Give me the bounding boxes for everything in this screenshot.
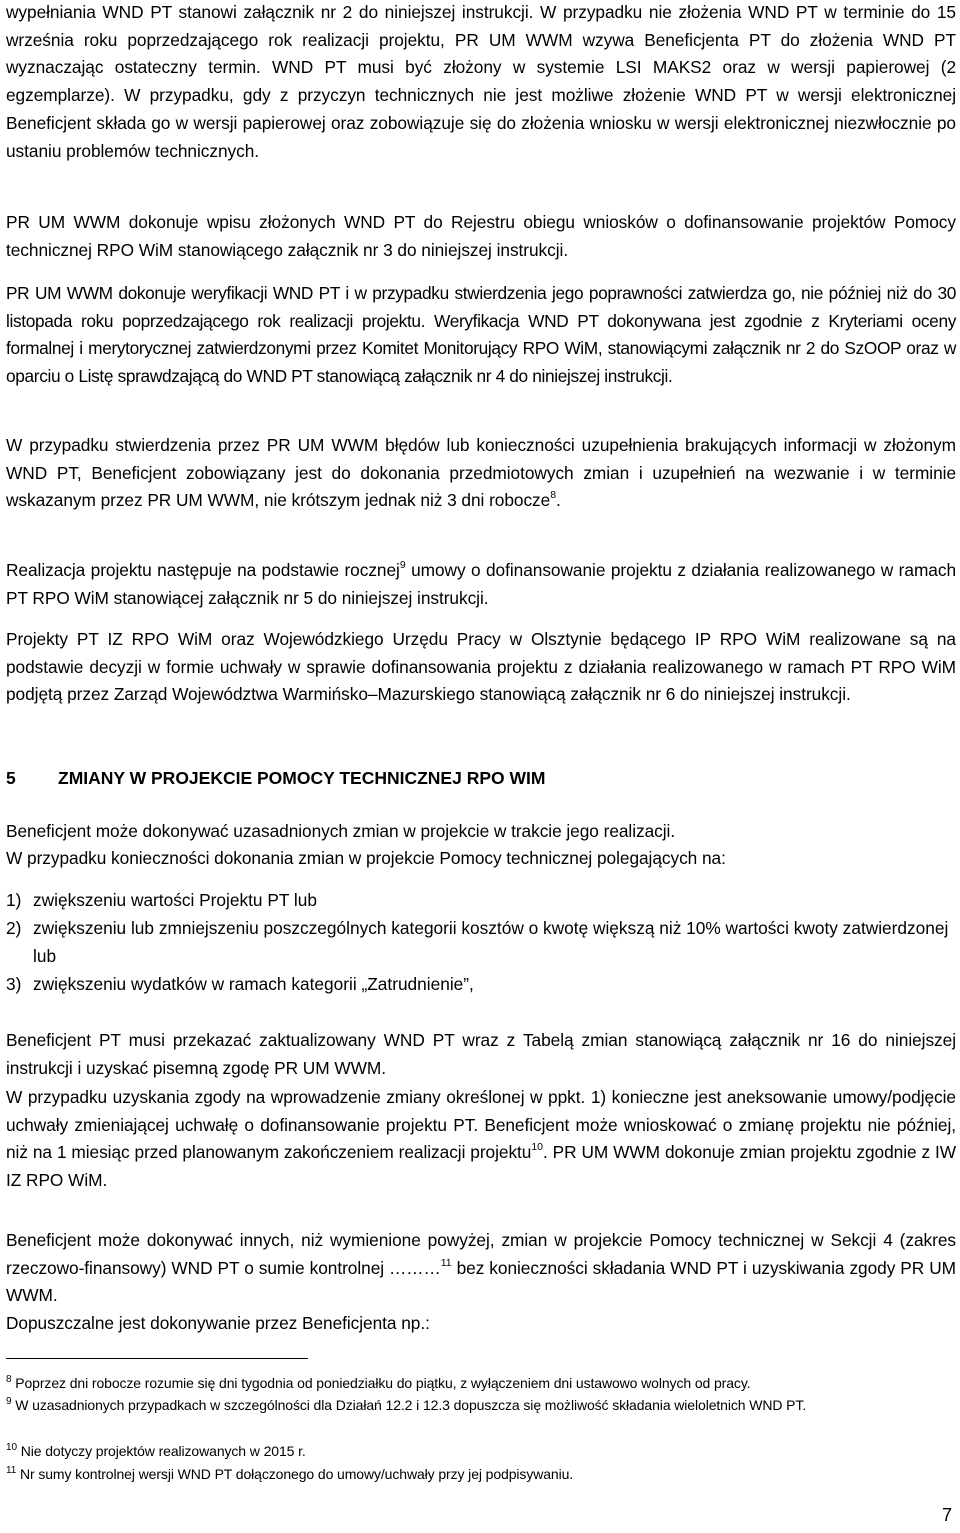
paragraph-other-changes — [6, 1227, 956, 1310]
paragraph-changes-allowed: Beneficjent może dokonywać uzasadnionych zmian w projekcie w trakcie jego realizacji. — [6, 821, 676, 841]
footnote — [6, 1374, 951, 1393]
paragraph-annual-agreement-text: Realizacja projektu następuje na podstawie rocznej — [6, 560, 400, 580]
footnote-number: 11 — [6, 1465, 17, 1476]
list-item-text: zwiększeniu wydatków w ramach kategorii „Zatrudnienie”, — [33, 974, 474, 994]
section-heading — [6, 765, 956, 792]
footnote-ref-8: 8 — [550, 489, 556, 502]
footnote — [6, 1465, 951, 1484]
paragraph-annual-agreement-end: umowy o dofinansowanie projektu z działania realizowanego w ramach PT RPO WiM stanowiącej załącznik nr 5 do niniejszej instrukcji. — [6, 560, 956, 608]
paragraph-updated-wnd: Beneficjent PT musi przekazać zaktualizowany WND PT wraz z Tabelą zmian stanowiącą załącznik nr 16 do niniejszej instrukcji i uzyskać pisemną zgodę PR UM WWM. — [6, 1030, 956, 1078]
footnote-number: 10 — [6, 1442, 17, 1453]
paragraph-corrections — [6, 432, 956, 515]
footnote — [6, 1396, 951, 1415]
list-item-number: 1) — [6, 890, 22, 910]
paragraph-annex-text: W przypadku uzyskania zgody na wprowadzenie zmiany określonej w ppkt. 1) konieczne jest aneksowanie umowy/podjęcie uchwały zmieniającej uchwałę o dofinansowanie projektu PT. Beneficjent może wnioskować o zmianę projektu nie później, niż na 1 miesiąc przed planowanym zakończeniem realizacji projektu — [6, 1087, 956, 1163]
paragraph-corrections-end: . — [556, 490, 561, 511]
footnote — [6, 1442, 951, 1461]
page-number: 7 — [941, 1505, 952, 1525]
list-item-text: zwiększeniu wartości Projektu PT lub — [33, 890, 317, 910]
paragraph-resolution: Projekty PT IZ RPO WiM oraz Wojewódzkiego Urzędu Pracy w Olsztynie będącego IP RPO WiM realizowane są na podstawie decyzji w formie uchwały w sprawie dofinansowania projektu z działania realizowanego w ramach PT RPO WiM podjętą przez Zarząd Województwa Warmińsko–Mazurskiego stanowiącą załącznik nr 6 do niniejszej instrukcji. — [6, 629, 956, 705]
list-item — [6, 887, 956, 915]
paragraph-corrections-text: W przypadku stwierdzenia przez PR UM WWM błędów lub konieczności uzupełnienia brakujących informacji w złożonym WND PT, Beneficjent zobowiązany jest do dokonania przedmiotowych zmian i uzupełnień na wezwanie i w terminie wskazanym przez PR UM WWM, nie krótszym jednak niż 3 dni robocze — [6, 435, 956, 511]
section-number: 5 — [6, 768, 16, 788]
footnote-text: Nie dotyczy projektów realizowanych w 2015 r. — [16, 1443, 306, 1459]
list-item-number: 3) — [6, 974, 22, 994]
list-item-number: 2) — [6, 918, 22, 938]
paragraph-annex-end: . PR UM WWM dokonuje zmian projektu zgodnie z IW IZ RPO WiM. — [6, 1142, 956, 1191]
paragraph-annual-agreement — [6, 557, 956, 612]
footnote-separator — [6, 1358, 308, 1359]
footnote-ref-11: 11 — [440, 1256, 452, 1269]
footnote-text: Poprzez dni robocze rozumie się dni tygodnia od poniedziałku do piątku, z wyłączeniem dni ustawowo wolnych od pracy. — [11, 1375, 751, 1391]
list-item — [6, 915, 956, 970]
footnote-ref-10: 10 — [531, 1141, 543, 1154]
paragraph-register: PR UM WWM dokonuje wpisu złożonych WND PT do Rejestru obiegu wniosków o dofinansowanie projektów Pomocy technicznej RPO WiM stanowiącego załącznik nr 3 do niniejszej instrukcji. — [6, 212, 956, 260]
paragraph-verification: PR UM WWM dokonuje weryfikacji WND PT i w przypadku stwierdzenia jego poprawności zatwierdza go, nie później niż do 30 listopada roku poprzedzającego rok realizacji projektu. Weryfikacja WND PT dokonywana jest zgodnie z Kryteriami oceny formalnej i merytorycznej zatwierdzonymi przez Komitet Monitorujący RPO WiM, stanowiącymi załącznik nr 2 do SzOOP oraz w oparciu o Listę sprawdzającą do WND PT stanowiącą załącznik nr 4 do niniejszej instrukcji. — [6, 283, 956, 387]
footnote-text: Nr sumy kontrolnej wersji WND PT dołączonego do umowy/uchwały przy jej podpisywaniu. — [16, 1466, 574, 1482]
paragraph-annex — [6, 1084, 956, 1195]
list-item-text: zwiększeniu lub zmniejszeniu poszczególnych kategorii kosztów o kwotę większą niż 10% wartości kwoty zatwierdzonej lub — [33, 918, 949, 966]
section-title: ZMIANY W PROJEKCIE POMOCY TECHNICZNEJ RPO WIM — [58, 768, 546, 788]
footnote-number: 9 — [6, 1396, 12, 1407]
list-item — [6, 971, 956, 999]
paragraph-other-changes-text: Beneficjent może dokonywać innych, niż wymienione powyżej, zmian w projekcie Pomocy technicznej w Sekcji 4 (zakres rzeczowo-finansowy) WND PT o sumie kontrolnej ……… — [6, 1230, 956, 1278]
paragraph-other-changes-end: bez konieczności składania WND PT i uzyskiwania zgody PR UM WWM. — [6, 1257, 956, 1306]
footnote-ref-9: 9 — [399, 559, 406, 571]
footnote-text: W uzasadnionych przypadkach w szczególności dla Działań 12.2 i 12.3 dopuszcza się możliwość składania wieloletnich WND PT. — [11, 1397, 807, 1413]
paragraph-allowed-examples: Dopuszczalne jest dokonywanie przez Beneficjenta np.: — [6, 1313, 430, 1333]
footnote-number: 8 — [6, 1374, 12, 1385]
paragraph-wnd-submission: wypełniania WND PT stanowi załącznik nr 2 do niniejszej instrukcji. W przypadku nie złożenia WND PT w terminie do 15 września roku poprzedzającego rok realizacji projektu, PR UM WWM wzywa Beneficjenta PT do złożenia WND PT wyznaczając ostateczny termin. WND PT musi być złożony w systemie LSI MAKS2 oraz w wersji papierowej (2 egzemplarze). W przypadku, gdy z przyczyn technicznych nie jest możliwe złożenie WND PT w wersji elektronicznej Beneficjent składa go w wersji papierowej oraz zobowiązuje się do złożenia wniosku w wersji elektronicznej niezwłocznie po ustaniu problemów technicznych. — [6, 2, 956, 161]
paragraph-changes-conditions: W przypadku konieczności dokonania zmian w projekcie Pomocy technicznej polegających na: — [6, 848, 726, 868]
